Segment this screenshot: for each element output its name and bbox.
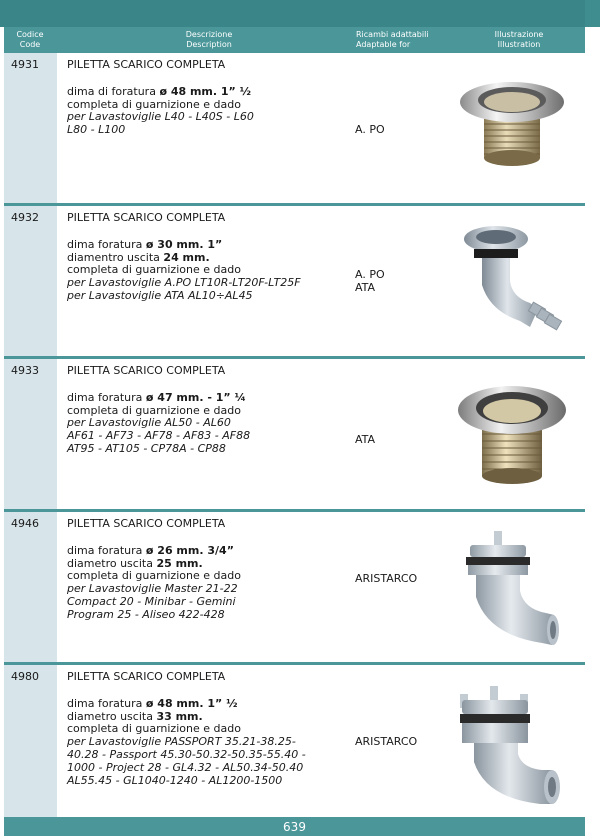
header-code-en: Code bbox=[19, 40, 41, 49]
drain-chrome-illustration bbox=[434, 58, 584, 198]
desc-line bbox=[67, 124, 347, 137]
desc-italic: per Lavastoviglie A.PO LT10R-LT20F-LT25F bbox=[67, 276, 301, 290]
desc-italic: Program 25 - Aliseo 422-428 bbox=[67, 607, 225, 621]
adapt-brand: ARISTARCO bbox=[355, 572, 418, 585]
desc-italic: per Lavastoviglie ATA AL10÷AL45 bbox=[67, 288, 253, 302]
desc-italic: L80 - L100 bbox=[67, 123, 126, 137]
desc-italic: 40.28 - Passport 45.30-50.32-50.35-55.40 - bbox=[67, 747, 306, 761]
product-description bbox=[67, 365, 347, 456]
adapt-brand: A. PO bbox=[355, 268, 385, 281]
desc-line: completa di guarnizione e dado bbox=[67, 722, 241, 736]
header-adapt-en: Adaptable for bbox=[356, 40, 411, 49]
product-title: PILETTA SCARICO COMPLETA bbox=[67, 58, 226, 71]
table-row bbox=[4, 665, 585, 820]
desc-text: dima di foratura bbox=[67, 84, 160, 98]
product-title: PILETTA SCARICO COMPLETA bbox=[67, 517, 226, 530]
desc-line bbox=[67, 775, 347, 788]
product-code: 4931 bbox=[4, 53, 57, 203]
adaptable-for bbox=[355, 268, 385, 294]
desc-bold: 33 mm. bbox=[156, 709, 203, 723]
desc-italic: Compact 20 - Minibar - Gemini bbox=[67, 594, 236, 608]
desc-line bbox=[67, 443, 347, 456]
desc-line bbox=[67, 392, 347, 405]
desc-italic: AT95 - AT105 - CP78A - CP88 bbox=[67, 441, 226, 455]
desc-bold: ø 47 mm. - 1” ¼ bbox=[145, 390, 246, 404]
header-desc-it: Descrizione bbox=[185, 30, 233, 39]
desc-line: completa di guarnizione e dado bbox=[67, 403, 241, 417]
drain-elbow-large-illustration bbox=[434, 670, 584, 810]
desc-line: completa di guarnizione e dado bbox=[67, 97, 241, 111]
top-banner bbox=[0, 0, 600, 27]
header-adapt-it: Ricambi adattabili bbox=[356, 30, 429, 39]
product-description bbox=[67, 671, 347, 787]
desc-text: dima foratura bbox=[67, 237, 146, 251]
drain-brass-illustration bbox=[434, 364, 584, 504]
desc-text: dima foratura bbox=[67, 543, 146, 557]
header-description bbox=[144, 30, 274, 50]
desc-line: completa di guarnizione e dado bbox=[67, 569, 241, 583]
desc-text: dima foratura bbox=[67, 390, 146, 404]
desc-italic: AF61 - AF73 - AF78 - AF83 - AF88 bbox=[67, 429, 251, 443]
adaptable-for bbox=[355, 572, 417, 585]
header-adaptable bbox=[356, 30, 456, 50]
page-number: 639 bbox=[283, 820, 306, 834]
desc-bold: ø 26 mm. 3/4” bbox=[145, 543, 234, 557]
desc-text: diametro uscita bbox=[67, 556, 157, 570]
desc-bold: ø 48 mm. 1” ½ bbox=[159, 84, 251, 98]
table-row bbox=[4, 206, 585, 359]
drain-elbow-nut-illustration bbox=[434, 517, 584, 657]
product-code: 4933 bbox=[4, 359, 57, 509]
header-desc-en: Description bbox=[186, 40, 232, 49]
header-illustration bbox=[464, 30, 574, 50]
adaptable-for bbox=[355, 123, 385, 136]
adaptable-for bbox=[355, 735, 417, 748]
product-title: PILETTA SCARICO COMPLETA bbox=[67, 670, 226, 683]
adapt-brand: A. PO bbox=[355, 123, 385, 136]
desc-bold: ø 30 mm. 1” bbox=[145, 237, 223, 251]
desc-italic: 1000 - Project 28 - GL4.32 - AL50.34-50.40 bbox=[67, 760, 304, 774]
page-footer bbox=[4, 819, 585, 836]
desc-line bbox=[67, 609, 347, 622]
desc-italic: per Lavastoviglie PASSPORT 35.21-38.25- bbox=[67, 735, 296, 749]
desc-line bbox=[67, 86, 347, 99]
desc-text: dima foratura bbox=[67, 696, 146, 710]
product-code: 4946 bbox=[4, 512, 57, 662]
product-description bbox=[67, 59, 347, 137]
product-code: 4980 bbox=[4, 665, 57, 817]
product-code: 4932 bbox=[4, 206, 57, 356]
desc-text: diamentro uscita bbox=[67, 250, 164, 264]
product-title: PILETTA SCARICO COMPLETA bbox=[67, 211, 226, 224]
adapt-brand: ARISTARCO bbox=[355, 735, 418, 748]
desc-bold: 25 mm. bbox=[156, 556, 203, 570]
table-row bbox=[4, 53, 585, 206]
desc-line bbox=[67, 290, 347, 303]
header-code-it: Codice bbox=[16, 30, 44, 39]
header-ill-en: Illustration bbox=[497, 40, 541, 49]
product-description bbox=[67, 212, 347, 303]
adaptable-for bbox=[355, 433, 375, 446]
header-ill-it: Illustrazione bbox=[494, 30, 544, 39]
product-table bbox=[4, 53, 585, 820]
desc-bold: ø 48 mm. 1” ½ bbox=[145, 696, 238, 710]
desc-italic: per Lavastoviglie Master 21-22 bbox=[67, 582, 238, 596]
drain-elbow-illustration bbox=[434, 211, 584, 351]
desc-italic: AL55.45 - GL1040-1240 - AL1200-1500 bbox=[67, 773, 283, 787]
product-title: PILETTA SCARICO COMPLETA bbox=[67, 364, 226, 377]
desc-italic: per Lavastoviglie L40 - L40S - L60 bbox=[67, 110, 254, 124]
desc-text: diametro uscita bbox=[67, 709, 157, 723]
desc-bold: 24 mm. bbox=[163, 250, 210, 264]
top-banner-cap bbox=[0, 0, 585, 27]
table-row bbox=[4, 359, 585, 512]
desc-italic: per Lavastoviglie AL50 - AL60 bbox=[67, 416, 231, 430]
product-description bbox=[67, 518, 347, 622]
header-code bbox=[4, 30, 56, 50]
desc-line: completa di guarnizione e dado bbox=[67, 263, 241, 277]
table-row bbox=[4, 512, 585, 665]
adapt-brand: ATA bbox=[355, 433, 376, 446]
adapt-brand: ATA bbox=[355, 281, 376, 294]
table-header bbox=[4, 27, 585, 53]
